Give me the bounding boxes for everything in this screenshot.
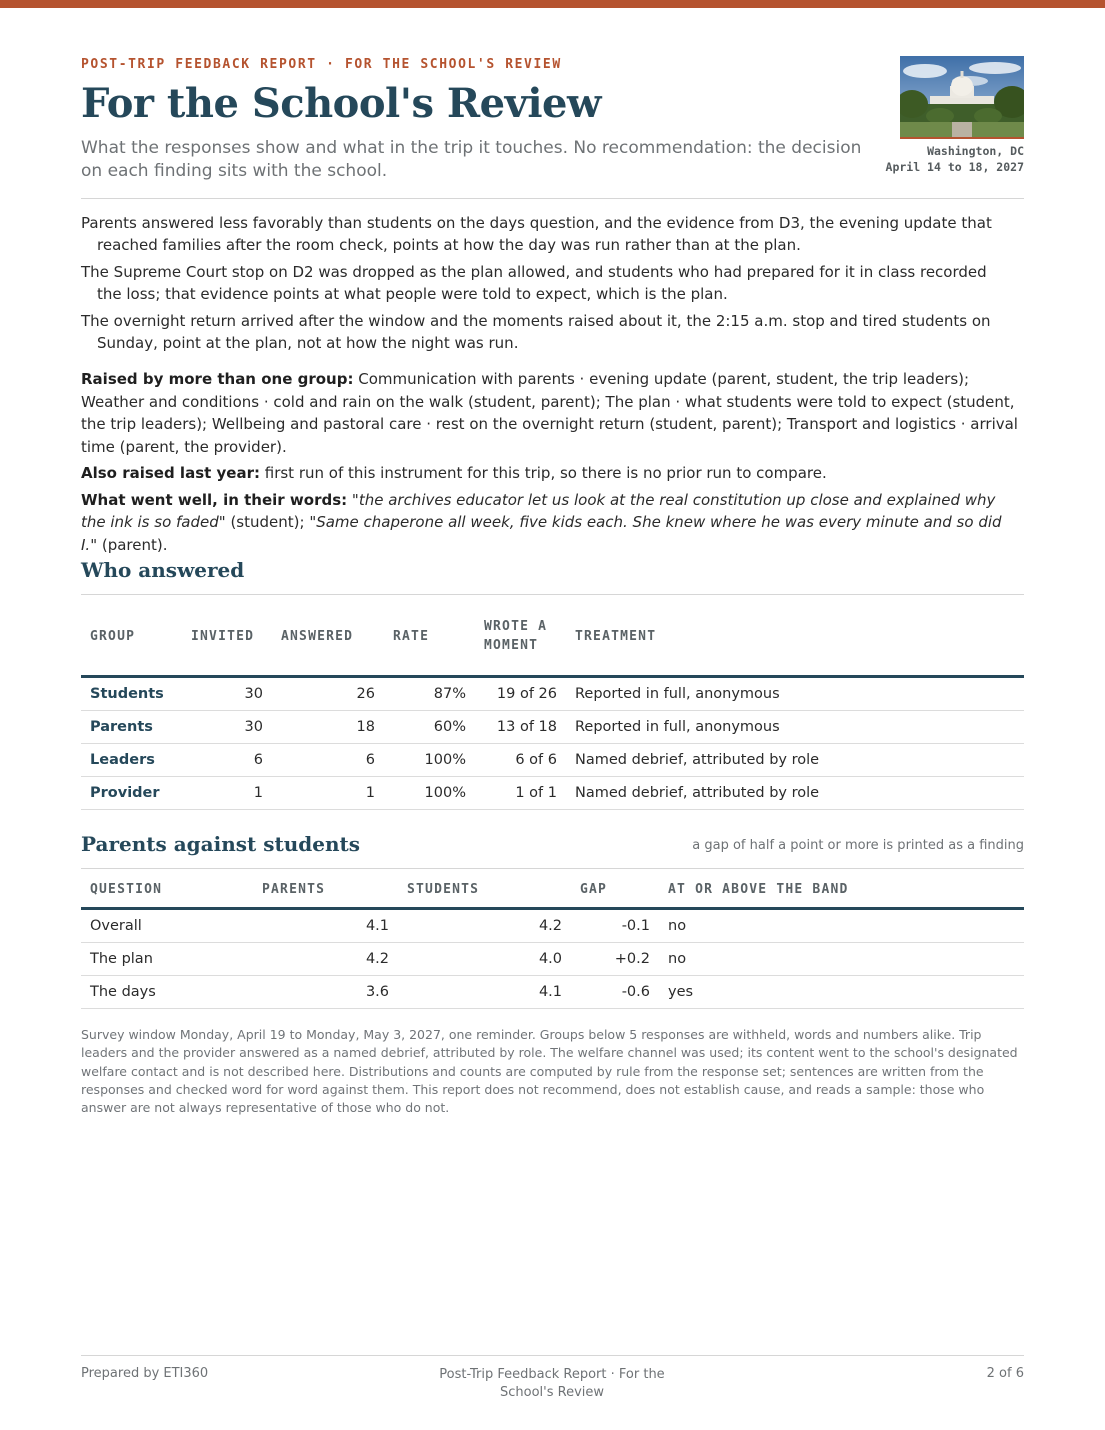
report-eyebrow: POST-TRIP FEEDBACK REPORT · FOR THE SCHOOL'S REVIEW	[81, 57, 562, 72]
col-group: GROUP	[81, 598, 182, 676]
col-question: QUESTION	[81, 872, 253, 908]
cell-wrote: 1 of 1	[475, 776, 566, 809]
top-accent-bar	[0, 0, 1105, 8]
col-band: AT OR ABOVE THE BAND	[659, 872, 1024, 908]
table-row	[81, 942, 1024, 975]
cell-parents: 4.1	[253, 908, 398, 942]
cell-wrote: 6 of 6	[475, 743, 566, 776]
cell-rate: 100%	[384, 743, 475, 776]
cell-wrote: 13 of 18	[475, 710, 566, 743]
cell-answered: 6	[272, 743, 384, 776]
cell-parents: 4.2	[253, 942, 398, 975]
cell-invited: 6	[182, 743, 272, 776]
cell-students: 4.0	[398, 942, 571, 975]
cell-rate: 87%	[384, 676, 475, 710]
col-wrote-moment: WROTE A MOMENT	[475, 598, 566, 676]
finding-item: The Supreme Court stop on D2 was dropped as the plan allowed, and students who had prepared for it in class recorded the loss; that evidence points at what people were told to expect, which is the plan.	[81, 263, 987, 303]
finding-item: Parents answered less favorably than students on the days question, and the evidence from D3, the evening update that reached families after the room check, points at how the day was run rather than at the plan.	[81, 214, 992, 254]
footer-report-title: Post-Trip Feedback Report · For the School's Review	[439, 1367, 665, 1400]
cell-invited: 30	[182, 676, 272, 710]
cell-students: 4.1	[398, 975, 571, 1008]
table-header-row	[81, 872, 1024, 908]
cell-gap: -0.6	[571, 975, 659, 1008]
student-quote: "the archives educator let us look at the real constitution up close and explained why the ink is so faded"	[81, 490, 996, 531]
cell-treatment: Reported in full, anonymous	[566, 676, 1024, 710]
cell-group: Provider	[81, 776, 182, 809]
went-well-label: What went well, in their words:	[81, 490, 348, 509]
cell-invited: 30	[182, 710, 272, 743]
table-header-row	[81, 598, 1024, 676]
col-answered: ANSWERED	[272, 598, 384, 676]
raised-text: Communication with parents · evening update (parent, student, the trip leaders); Weather and conditions · cold and rain on the walk (student, parent); The plan · what students were told to expect (student, the trip leaders); Wellbeing and pastoral care · rest on the overnight return (student, parent); Transport and logistics · arrival time (parent, the provider).	[81, 370, 1018, 456]
who-answered-heading: Who answered	[81, 558, 245, 582]
cell-rate: 100%	[384, 776, 475, 809]
trip-place: Washington, DC	[927, 144, 1024, 158]
cell-treatment: Reported in full, anonymous	[566, 710, 1024, 743]
footer-divider	[81, 1355, 1024, 1356]
went-well	[81, 489, 1021, 557]
footer-page-number: 2 of 6	[986, 1366, 1024, 1381]
cell-gap: -0.1	[571, 908, 659, 942]
cell-group: Leaders	[81, 743, 182, 776]
footer-prepared-by: Prepared by ETI360	[81, 1366, 209, 1381]
capitol-photo	[900, 56, 1024, 139]
comparison-heading: Parents against students	[81, 832, 361, 856]
table-row	[81, 710, 1024, 743]
page-title: For the School's Review	[81, 80, 601, 127]
who-answered-divider	[81, 594, 1024, 595]
cell-band: no	[659, 942, 1024, 975]
cell-rate: 60%	[384, 710, 475, 743]
col-invited: INVITED	[182, 598, 272, 676]
col-gap: GAP	[571, 872, 659, 908]
cell-question: The days	[81, 975, 253, 1008]
cell-treatment: Named debrief, attributed by role	[566, 743, 1024, 776]
last-year-label: Also raised last year:	[81, 464, 260, 482]
cell-gap: +0.2	[571, 942, 659, 975]
cell-answered: 26	[272, 676, 384, 710]
col-students: STUDENTS	[398, 872, 571, 908]
cell-answered: 18	[272, 710, 384, 743]
method-note: Survey window Monday, April 19 to Monday, May 3, 2027, one reminder. Groups below 5 responses are withheld, words and numbers alike. Trip leaders and the provider answered as a named debrief, attributed by role. The welfare channel was used; its content went to the school's designated welfare contact and is not described here. Distributions and counts are computed by rule from the response set; sentences are written from the responses and checked word for word against them. This report does not recommend, does not establish cause, and reads a sample: those who answer are not always representative of those who do not.	[81, 1027, 1018, 1116]
cell-band: no	[659, 908, 1024, 942]
comparison-note: a gap of half a point or more is printed as a finding	[692, 838, 1024, 853]
cell-group: Students	[81, 676, 182, 710]
table-row	[81, 743, 1024, 776]
cell-answered: 1	[272, 776, 384, 809]
student-quote-source: (student);	[225, 513, 310, 531]
trip-place-dates	[861, 143, 1024, 175]
comparison-table	[81, 872, 1024, 1009]
cell-group: Parents	[81, 710, 182, 743]
last-year-text: first run of this instrument for this trip, so there is no prior run to compare.	[259, 464, 827, 482]
table-row	[81, 908, 1024, 942]
findings-list	[81, 213, 1011, 360]
trip-dates: April 14 to 18, 2027	[885, 160, 1024, 174]
cell-parents: 3.6	[253, 975, 398, 1008]
cell-question: Overall	[81, 908, 253, 942]
col-parents: PARENTS	[253, 872, 398, 908]
cell-treatment: Named debrief, attributed by role	[566, 776, 1024, 809]
raised-label: Raised by more than one group:	[81, 370, 354, 388]
table-row	[81, 676, 1024, 710]
cell-invited: 1	[182, 776, 272, 809]
table-row	[81, 776, 1024, 809]
summary-block	[81, 368, 1021, 560]
col-treatment: TREATMENT	[566, 598, 1024, 676]
cell-wrote: 19 of 26	[475, 676, 566, 710]
raised-last-year	[81, 462, 1021, 485]
cell-question: The plan	[81, 942, 253, 975]
page-subtitle: What the responses show and what in the trip it touches. No recommendation: the decision on each finding sits with the school.	[81, 138, 862, 181]
who-answered-table	[81, 598, 1024, 810]
photo-accent-strip	[900, 137, 1024, 139]
cell-students: 4.2	[398, 908, 571, 942]
raised-by-groups	[81, 368, 1021, 458]
parent-quote-source: (parent).	[97, 535, 168, 554]
table-row	[81, 975, 1024, 1008]
finding-item: The overnight return arrived after the window and the moments raised about it, the 2:15 a.m. stop and tired students on Sunday, point at the plan, not at how the night was run.	[81, 312, 991, 352]
col-rate: RATE	[384, 598, 475, 676]
comparison-divider	[81, 868, 1024, 869]
header-divider	[81, 198, 1024, 199]
parent-quote: "Same chaperone all week, five kids each. She knew where he was every minute and so did I."	[81, 513, 1002, 554]
cell-band: yes	[659, 975, 1024, 1008]
